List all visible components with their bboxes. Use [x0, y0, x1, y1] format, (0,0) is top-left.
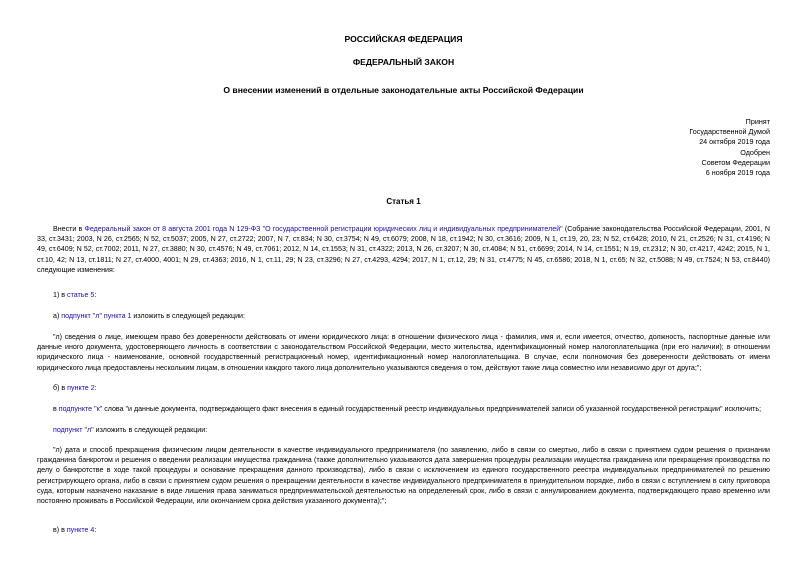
adoption-block — [570, 117, 770, 178]
item-b — [37, 383, 770, 393]
adopted-label: Принят — [745, 117, 770, 126]
adopted-by: Государственной Думой — [689, 127, 770, 137]
intro-text-before: Внести в — [53, 225, 85, 233]
subclause-k-link[interactable]: подпункте "к" — [58, 405, 103, 413]
item-l — [37, 425, 770, 435]
quote-clause-l: "л) сведения о лице, имеющем право без доверенности действовать от имени юридического лица: в отношении физического лица - фамилия, имя и, если имеется, отчество, должность, паспортные данные или данные иного документа, удостоверяющего личность в соответствии с законодательством Российской Федерации, место жительства, идентификационный номер налогоплательщика (при его наличии); в отношении юридического лица - наименование, основной государственный регистрационный номер, идентификационный номер налогоплательщика. В случае, если полномочия без доверенности действовать от имени юридического лица предоставлены нескольким лицам, в отношении каждого такого лица дополнительно указываются сведения о том, действуют такие лица совместно или независимо друг от друга;"; — [37, 333, 770, 372]
item-k — [37, 404, 770, 414]
article-5-link[interactable]: статье 5 — [67, 291, 95, 299]
intro-law-link[interactable]: Федеральный закон от 8 августа 2001 года N 129-ФЗ "О государственной регистрации юридических лиц и индивидуальных предпринимателей" — [84, 225, 563, 233]
item-a-text-after: изложить в следующей редакции: — [131, 312, 245, 320]
approved-date: 6 ноября 2019 года — [705, 168, 770, 178]
item-b-text: б) в — [53, 384, 68, 392]
approved-by: Советом Федерации — [701, 157, 770, 167]
point-2-link[interactable]: пункте 2 — [67, 384, 95, 392]
item-1-colon: : — [94, 291, 97, 299]
item-k-text-after: слова "и данные документа, подтверждающего факт внесения в единый государственный реестр индивидуальных предпринимателей записи об указанной государственной регистрации" исключить; — [102, 405, 762, 413]
item-a-text: а) — [53, 312, 62, 320]
item-l-text-after: изложить в следующей редакции: — [93, 426, 208, 434]
intro-text-after: (Собрание законодательства Российской Федерации, 2001, N 33, ст.3431; 2003, N 26, ст.2565; N 52, ст.5037; 2005, N 27, ст.2722; 2007, N 7, ст.834; N 30, ст.3754; N 49, ст.6079; 2008, N 18, ст.1942; N 30, ст.3616; 2009, N 1, ст.19, 20, 23; N 52, ст.6428; 2010, N 21, ст.2526; N 31, ст.4196; N 49, ст.6409; N 52, ст.7002; 2011, N 27, ст.3880; N 30, ст.4576; N 49, ст.7061; 2012, N 14, ст.1553; N 31, ст.4322; 2013, N 26, ст.3207; N 30, ст.4084; N 51, ст.6699; 2014, N 14, ст.1551; N 19, ст.2312; N 30, ст.4217, 4242; 2015, N 1, ст.10, 42; N 13, ст.1811; N 27, ст.4000, 4001; N 29, ст.4363; 2016, N 1, ст.11, 29; N 23, ст.3296; N 27, ст.4293, 4294; 2017, N 1, ст.12, 29; N 31, ст.4775; N 45, ст.6586; 2018, N 1, ст.65; N 32, ст.5088; N 49, ст.7524; N 53, ст.8440) следующие изменения: — [37, 225, 770, 274]
item-v — [37, 525, 770, 535]
point-4-link[interactable]: пункте 4 — [66, 526, 95, 534]
article-heading: Статья 1 — [386, 197, 421, 206]
item-1-text: 1) в — [53, 291, 68, 299]
subclause-l-link[interactable]: подпункт "л" пункта 1 — [61, 312, 132, 320]
item-v-text: в) в — [53, 526, 67, 534]
article-intro — [37, 224, 770, 275]
item-k-text: в — [53, 405, 59, 413]
approved-label: Одобрен — [740, 147, 770, 157]
law-title: О внесении изменений в отдельные законодательные акты Российской Федерации — [223, 85, 584, 95]
item-v-colon: : — [94, 526, 97, 534]
quote-clause-l-2: "л) дата и способ прекращения физическим лицом деятельности в качестве индивидуального предпринимателя (по заявлению, либо в связи со смертью, либо в связи с принятием судом решения о признании гражданина банкротом и решения о введении реализации имущества гражданина (также дополнительно указываются дата завершения процедуры реализации имущества гражданина или прекращения производства по делу о банкротстве в ходе такой процедуры и основание прекращения данного производства), либо в связи с исключением из единого государственного реестра индивидуальных предпринимателей по решению регистрирующего органа, либо в связи с принятием судом решения о прекращении деятельности в качестве индивидуального предпринимателя в принудительном порядке, либо в связи с вступлением в силу приговора суда, которым назначено наказание в виде лишения права заниматься предпринимательской деятельностью на определенный срок, либо в связи с аннулированием документа, подтверждающего право временно или постоянно проживать в Российской Федерации, или окончанием срока действия указанного документа);"; — [37, 446, 770, 506]
item-1 — [37, 290, 770, 300]
law-type-heading: ФЕДЕРАЛЬНЫЙ ЗАКОН — [352, 57, 455, 67]
subclause-l-link-2[interactable]: подпункт "л" — [53, 426, 94, 434]
item-a — [37, 311, 770, 321]
country-heading: РОССИЙСКАЯ ФЕДЕРАЦИЯ — [344, 34, 463, 44]
item-b-colon: : — [94, 384, 97, 392]
adopted-date: 24 октября 2019 года — [699, 137, 770, 147]
